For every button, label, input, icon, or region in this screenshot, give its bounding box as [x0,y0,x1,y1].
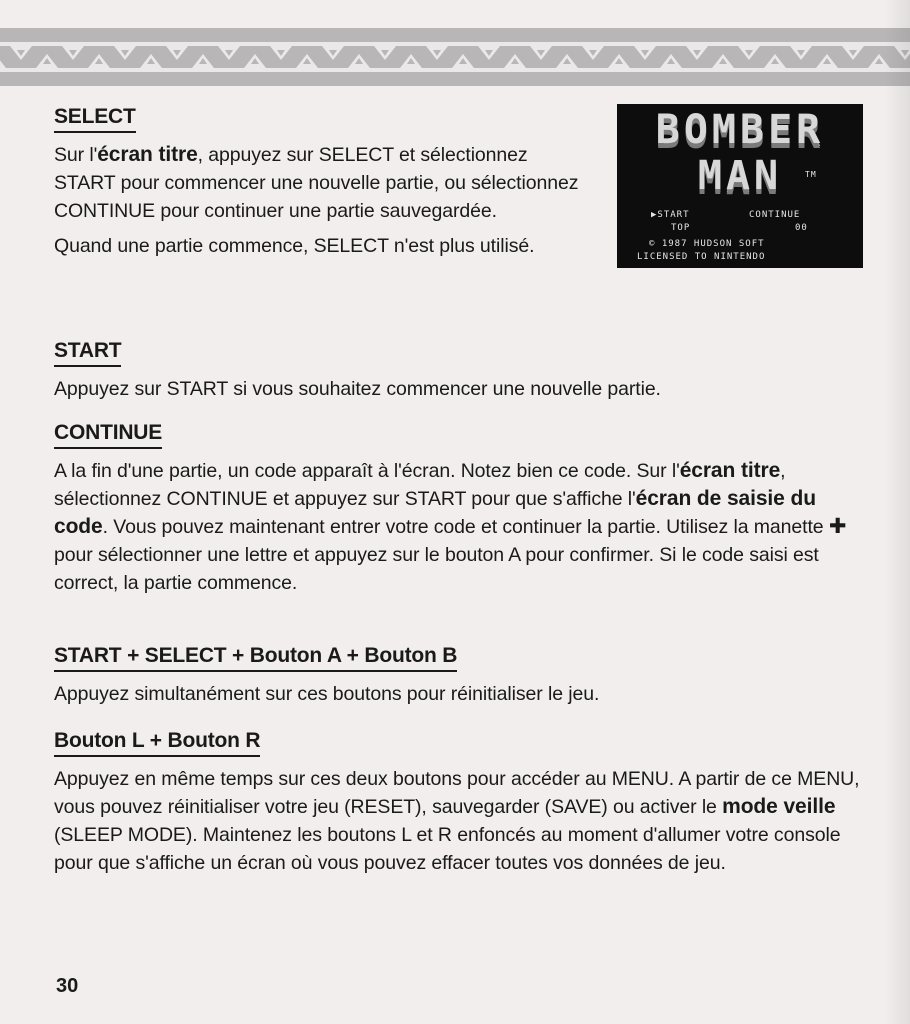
logo-man: MAN [697,153,783,199]
bold-term: mode veille [722,795,836,818]
section-reset-combo [54,643,854,708]
text-run: Sur l' [54,144,98,166]
menu-continue: CONTINUE [749,210,801,220]
text-run: , appuyez sur SELECT et sélectionnez START pour commencer une nouvelle partie, ou sélectionnez CONTINUE pour continuer une partie sauvegardée. [54,144,579,222]
top-score: 00 [795,223,808,233]
section-select [54,104,594,260]
text-run: pour sélectionner une lettre et appuyez sur le bouton A pour confirmer. Si le code saisi est correct, la partie commence. [54,544,819,594]
heading-continue: CONTINUE [54,420,162,449]
heading-start: START [54,338,121,367]
section-start [54,338,854,403]
select-paragraph-1 [54,141,594,225]
license-line: LICENSED TO NINTENDO [637,252,766,262]
select-paragraph-2: Quand une partie commence, SELECT n'est plus utilisé. [54,235,535,257]
top-label: TOP [671,223,691,233]
section-continue [54,420,874,597]
lr-paragraph [54,765,864,877]
copyright-line: © 1987 HUDSON SOFT [649,239,765,249]
logo-bomber: BOMBER [655,107,825,153]
text-run: . Vous pouvez maintenant entrer votre code et continuer la partie. Utilisez la manette [102,516,829,538]
bold-term: écran titre [97,143,198,166]
text-run: Appuyez en même temps sur ces deux boutons pour accéder au MENU. A partir de ce MENU, vous pouvez réinitialiser votre jeu (RESET), sauvegarder (SAVE) ou activer le [54,768,860,818]
zigzag-pattern [0,28,910,86]
start-paragraph: Appuyez sur START si vous souhaitez commencer une nouvelle partie. [54,378,661,400]
header-pattern-band [0,28,910,86]
reset-combo-paragraph: Appuyez simultanément sur ces boutons pour réinitialiser le jeu. [54,683,600,705]
page-number: 30 [56,975,79,997]
heading-select: SELECT [54,104,136,133]
page-edge-shadow [884,0,910,1024]
continue-paragraph [54,457,874,597]
menu-start: ▶START [651,210,690,220]
text-run: (SLEEP MODE). Maintenez les boutons L et R enfoncés au moment d'allumer votre console pour que s'affiche un écran où vous pouvez effacer toutes vos données de jeu. [54,824,841,874]
trademark-mark: TM [805,170,817,179]
heading-lr: Bouton L + Bouton R [54,728,260,757]
text-run: , sélectionnez CONTINUE et appuyez sur START pour que s'affiche l' [54,460,786,510]
title-screen-image [617,104,863,268]
text-run: A la fin d'une partie, un code apparaît à l'écran. Notez bien ce code. Sur l' [54,460,680,482]
section-lr [54,728,864,877]
bold-term: écran titre [679,459,781,482]
bold-term: écran de saisie du code [54,487,816,538]
heading-reset-combo: START + SELECT + Bouton A + Bouton B [54,643,457,672]
dpad-icon: ✚ [828,515,847,538]
